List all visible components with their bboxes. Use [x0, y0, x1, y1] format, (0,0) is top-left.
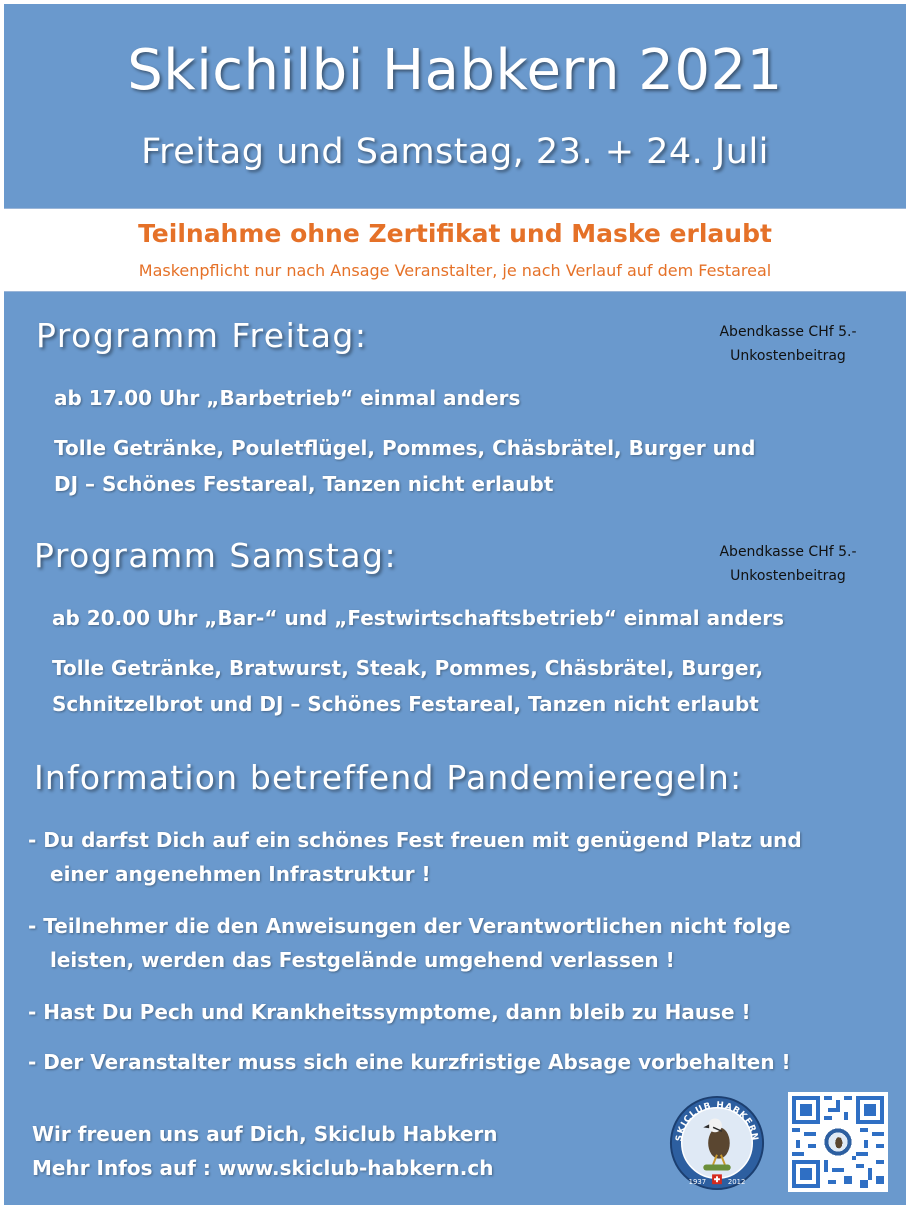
friday-desc-1: Tolle Getränke, Pouletflügel, Pommes, Chäsbrätel, Burger und — [54, 436, 756, 460]
saturday-price-line1: Abendkasse CHf 5.- — [719, 544, 857, 560]
friday-price-line2: Unkostenbeitrag — [730, 348, 846, 364]
notice-main: Teilnahme ohne Zertifikat und Maske erlaubt — [138, 219, 772, 248]
friday-heading: Programm Freitag: — [36, 316, 368, 355]
rule-4: - Der Veranstalter muss sich eine kurzfristige Absage vorbehalten ! — [28, 1050, 791, 1074]
emblem-year-right: 2012 — [727, 1178, 746, 1187]
rule-3: - Hast Du Pech und Krankheitssymptome, dann bleib zu Hause ! — [28, 1000, 751, 1024]
poster-title: Skichilbi Habkern 2021 — [127, 38, 783, 103]
saturday-price-line2: Unkostenbeitrag — [730, 568, 846, 584]
skiclub-emblem-icon — [668, 1094, 766, 1192]
friday-time: ab 17.00 Uhr „Barbetrieb“ einmal anders — [54, 386, 521, 410]
event-poster — [4, 4, 906, 1205]
saturday-price — [688, 540, 888, 588]
notice-banner — [4, 208, 906, 292]
friday-price-line1: Abendkasse CHf 5.- — [719, 324, 857, 340]
rule-1-line-2: einer angenehmen Infrastruktur ! — [50, 862, 431, 886]
rule-2-line-1: - Teilnehmer die den Anweisungen der Verantwortlichen nicht folge — [28, 914, 791, 938]
saturday-desc-2: Schnitzelbrot und DJ – Schönes Festareal, Tanzen nicht erlaubt — [52, 692, 759, 716]
saturday-heading: Programm Samstag: — [34, 536, 398, 575]
rule-2-line-2: leisten, werden das Festgelände umgehend verlassen ! — [50, 948, 675, 972]
saturday-time: ab 20.00 Uhr „Bar-“ und „Festwirtschaftsbetrieb“ einmal anders — [52, 606, 785, 630]
friday-price — [688, 320, 888, 368]
footer-website[interactable]: Mehr Infos auf : www.skiclub-habkern.ch — [32, 1156, 494, 1180]
notice-sub: Maskenpflicht nur nach Ansage Veranstalter, je nach Verlauf auf dem Festareal — [138, 261, 772, 280]
saturday-desc-1: Tolle Getränke, Bratwurst, Steak, Pommes, Chäsbrätel, Burger, — [52, 656, 764, 680]
rule-1-line-1: - Du darfst Dich auf ein schönes Fest freuen mit genügend Platz und — [28, 828, 802, 852]
emblem-year-left: 1937 — [688, 1178, 707, 1187]
emblem-ring-text: SKICLUB HABKERN — [674, 1100, 760, 1143]
poster-subtitle: Freitag und Samstag, 23. + 24. Juli — [141, 132, 769, 172]
footer-greeting: Wir freuen uns auf Dich, Skiclub Habkern — [32, 1122, 498, 1146]
qr-code-icon[interactable] — [788, 1092, 888, 1192]
friday-desc-2: DJ – Schönes Festareal, Tanzen nicht erlaubt — [54, 472, 554, 496]
info-heading: Information betreffend Pandemieregeln: — [34, 758, 743, 797]
